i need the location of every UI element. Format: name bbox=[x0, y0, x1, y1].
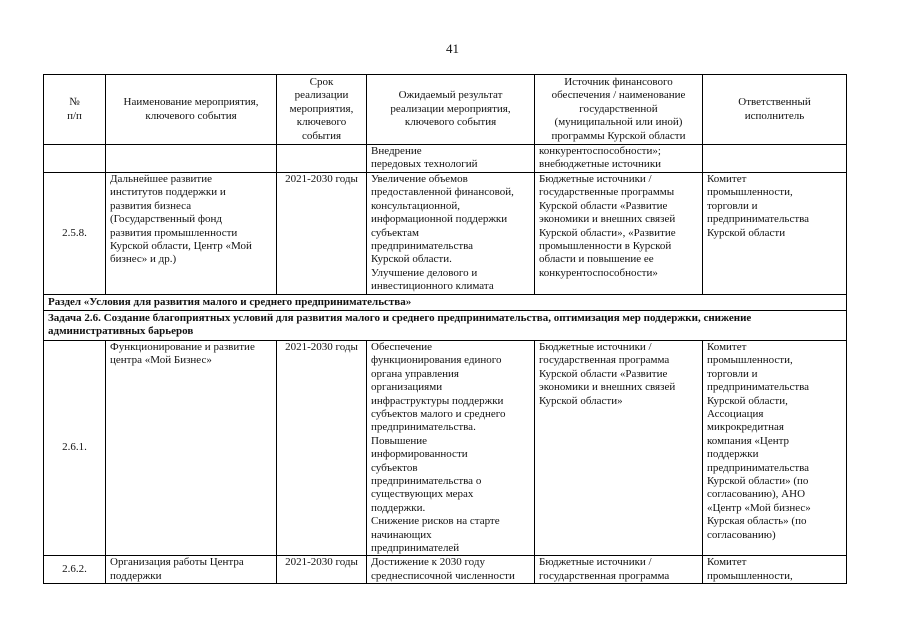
cell-empty bbox=[277, 145, 367, 173]
text-line: предпринимательства bbox=[707, 213, 810, 226]
text-line: компания «Центр bbox=[707, 434, 790, 447]
cont-source bbox=[535, 145, 703, 173]
text-line: внебюджетные источники bbox=[539, 158, 662, 171]
events-table bbox=[43, 74, 847, 584]
text-line: согласованию), АНО bbox=[707, 488, 806, 501]
table-row-continuation bbox=[44, 145, 847, 173]
text-line: «Центр «Мой бизнес» bbox=[707, 501, 811, 514]
row-term: 2021-2030 годы bbox=[277, 173, 367, 295]
text-line: Повышение bbox=[371, 434, 428, 447]
text-line: Увеличение объемов bbox=[371, 173, 468, 185]
row-source bbox=[535, 556, 703, 584]
text-line: реализации bbox=[294, 89, 349, 102]
row-term: 2021-2030 годы bbox=[277, 340, 367, 556]
text-line: информационной поддержки bbox=[371, 213, 508, 226]
text-line: промышленности в Курской bbox=[539, 240, 672, 253]
text-line: промышленности, bbox=[707, 569, 793, 582]
text-line: экономики и внешних связей bbox=[539, 381, 676, 394]
text-line: Комитет bbox=[707, 556, 747, 569]
text-line: институтов поддержки и bbox=[110, 186, 226, 199]
text-line: Курской области», «Развитие bbox=[539, 226, 676, 239]
text-line: развития бизнеса bbox=[110, 199, 192, 212]
text-line: субъектов bbox=[371, 461, 418, 474]
text-line: Бюджетные источники / bbox=[539, 340, 652, 353]
text-line: начинающих bbox=[371, 528, 432, 541]
text-line: Обеспечение bbox=[371, 340, 432, 353]
row-source bbox=[535, 173, 703, 295]
text-line: государственные программы bbox=[539, 186, 675, 199]
text-line: (муниципальной или иной) bbox=[554, 116, 683, 129]
text-line: поддержки bbox=[110, 569, 162, 582]
text-line: промышленности, bbox=[707, 186, 793, 199]
text-line: Бюджетные источники / bbox=[539, 173, 652, 185]
row-number: 2.6.2. bbox=[44, 556, 106, 584]
text-line: поддержки bbox=[707, 448, 759, 461]
text-line: Курской области «Развитие bbox=[539, 367, 668, 380]
text-line: промышленности, bbox=[707, 354, 793, 367]
row-source bbox=[535, 340, 703, 556]
text-line: обеспечения / наименование bbox=[551, 89, 686, 102]
header-term bbox=[277, 75, 367, 145]
text-line: организациями bbox=[371, 381, 443, 394]
text-line: Курской области, bbox=[707, 394, 788, 407]
text-line: развития промышленности bbox=[110, 226, 238, 239]
text-line: Курской области. bbox=[371, 253, 452, 266]
text-line: предпринимательства о bbox=[371, 474, 482, 487]
text-line: Курской области bbox=[707, 226, 786, 239]
text-line: передовых технологий bbox=[371, 158, 478, 171]
text-line: экономики и внешних связей bbox=[539, 213, 676, 226]
table-header-row bbox=[44, 75, 847, 145]
text-line: инвестиционного климата bbox=[371, 280, 494, 293]
text-line: центра «Мой Бизнес» bbox=[110, 354, 212, 367]
row-number: 2.6.1. bbox=[44, 340, 106, 556]
text-line: бизнес» и др.) bbox=[110, 253, 177, 266]
page-number: 41 bbox=[446, 41, 459, 56]
row-result bbox=[367, 556, 535, 584]
text-line: Улучшение делового и bbox=[371, 266, 478, 279]
text-line: Курской области «Развитие bbox=[539, 199, 668, 212]
text-line: Курской области» bbox=[539, 394, 623, 407]
text-line: области и повышение ее bbox=[539, 253, 654, 266]
text-line: торговли и bbox=[707, 199, 758, 212]
text-line: Срок bbox=[309, 75, 334, 88]
row-name bbox=[106, 556, 277, 584]
header-source bbox=[535, 75, 703, 145]
table-row-2-6-1 bbox=[44, 340, 847, 556]
text-line: Курская область» (по bbox=[707, 515, 807, 528]
text-line: (Государственный фонд bbox=[110, 213, 222, 226]
cell-empty bbox=[44, 145, 106, 173]
text-line: конкурентоспособности» bbox=[539, 266, 658, 279]
text-line: Ожидаемый результат bbox=[398, 89, 503, 102]
text-line: микрокредитная bbox=[707, 421, 784, 434]
text-line: предпринимательства bbox=[371, 240, 474, 253]
text-line: Функционирование и развитие bbox=[110, 340, 255, 353]
task-row bbox=[44, 311, 847, 341]
text-line: № bbox=[69, 96, 80, 109]
text-line: среднесписочной численности bbox=[371, 569, 515, 582]
text-line: Комитет bbox=[707, 340, 747, 353]
table-row-2-5-8 bbox=[44, 173, 847, 295]
text-line: ключевого события bbox=[145, 109, 237, 122]
header-num bbox=[44, 75, 106, 145]
row-result bbox=[367, 173, 535, 295]
text-line: события bbox=[301, 129, 342, 142]
text-line: функционирования единого bbox=[371, 354, 502, 367]
text-line: Организация работы Центра bbox=[110, 556, 244, 569]
row-result bbox=[367, 340, 535, 556]
table-row-2-6-2 bbox=[44, 556, 847, 584]
text-line: ключевого bbox=[296, 116, 347, 129]
section-row bbox=[44, 294, 847, 310]
text-line: консультационной, bbox=[371, 199, 461, 212]
text-line: реализации мероприятия, bbox=[390, 102, 511, 115]
text-line: информированности bbox=[371, 448, 468, 461]
task-title: Задача 2.6. Создание благоприятных условий для развития малого и среднего предпринимательства, оптимизация мер поддержки, снижение административных барьеров bbox=[44, 311, 847, 341]
header-name bbox=[106, 75, 277, 145]
text-line: поддержки. bbox=[371, 501, 426, 514]
cont-result bbox=[367, 145, 535, 173]
text-line: Наименование мероприятия, bbox=[123, 96, 259, 109]
text-line: Ответственный bbox=[738, 96, 811, 109]
cell-empty bbox=[703, 145, 847, 173]
row-executor bbox=[703, 556, 847, 584]
text-line: ключевого события bbox=[404, 116, 497, 129]
text-line: органа управления bbox=[371, 367, 459, 380]
text-line: инфраструктуры поддержки bbox=[371, 394, 504, 407]
text-line: Курской области» (по bbox=[707, 474, 809, 487]
text-line: программы Курской области bbox=[551, 129, 686, 142]
text-line: субъектов малого и среднего bbox=[371, 407, 506, 420]
text-line: предпринимательства. bbox=[371, 421, 476, 434]
section-title: Раздел «Условия для развития малого и среднего предпринимательства» bbox=[44, 294, 847, 310]
row-term: 2021-2030 годы bbox=[277, 556, 367, 584]
row-number: 2.5.8. bbox=[44, 173, 106, 295]
text-line: Достижение к 2030 году bbox=[371, 556, 485, 569]
header-executor bbox=[703, 75, 847, 145]
header-result bbox=[367, 75, 535, 145]
text-line: Снижение рисков на старте bbox=[371, 515, 500, 528]
text-line: Дальнейшее развитие bbox=[110, 173, 213, 185]
text-line: торговли и bbox=[707, 367, 758, 380]
text-line: субъектам bbox=[371, 226, 419, 239]
text-line: мероприятия, bbox=[289, 102, 354, 115]
text-line: государственная программа bbox=[539, 569, 670, 582]
text-line: государственная программа bbox=[539, 354, 670, 367]
row-executor bbox=[703, 340, 847, 556]
text-line: государственной bbox=[579, 102, 658, 115]
text-line: конкурентоспособности»; bbox=[539, 145, 661, 157]
text-line: Бюджетные источники / bbox=[539, 556, 652, 569]
text-line: предпринимателей bbox=[371, 541, 460, 554]
text-line: предоставленной финансовой, bbox=[371, 186, 514, 199]
text-line: существующих мерах bbox=[371, 488, 474, 501]
text-line: предпринимательства bbox=[707, 461, 810, 474]
text-line: Ассоциация bbox=[707, 407, 764, 420]
text-line: Курской области, Центр «Мой bbox=[110, 240, 252, 253]
text-line: Источник финансового bbox=[564, 75, 673, 88]
cell-empty bbox=[106, 145, 277, 173]
text-line: Комитет bbox=[707, 173, 747, 185]
text-line: предпринимательства bbox=[707, 381, 810, 394]
text-line: п/п bbox=[67, 109, 82, 122]
text-line: Внедрение bbox=[371, 145, 422, 157]
row-executor bbox=[703, 173, 847, 295]
text-line: исполнитель bbox=[744, 109, 805, 122]
text-line: согласованию) bbox=[707, 528, 776, 541]
row-name bbox=[106, 173, 277, 295]
row-name bbox=[106, 340, 277, 556]
